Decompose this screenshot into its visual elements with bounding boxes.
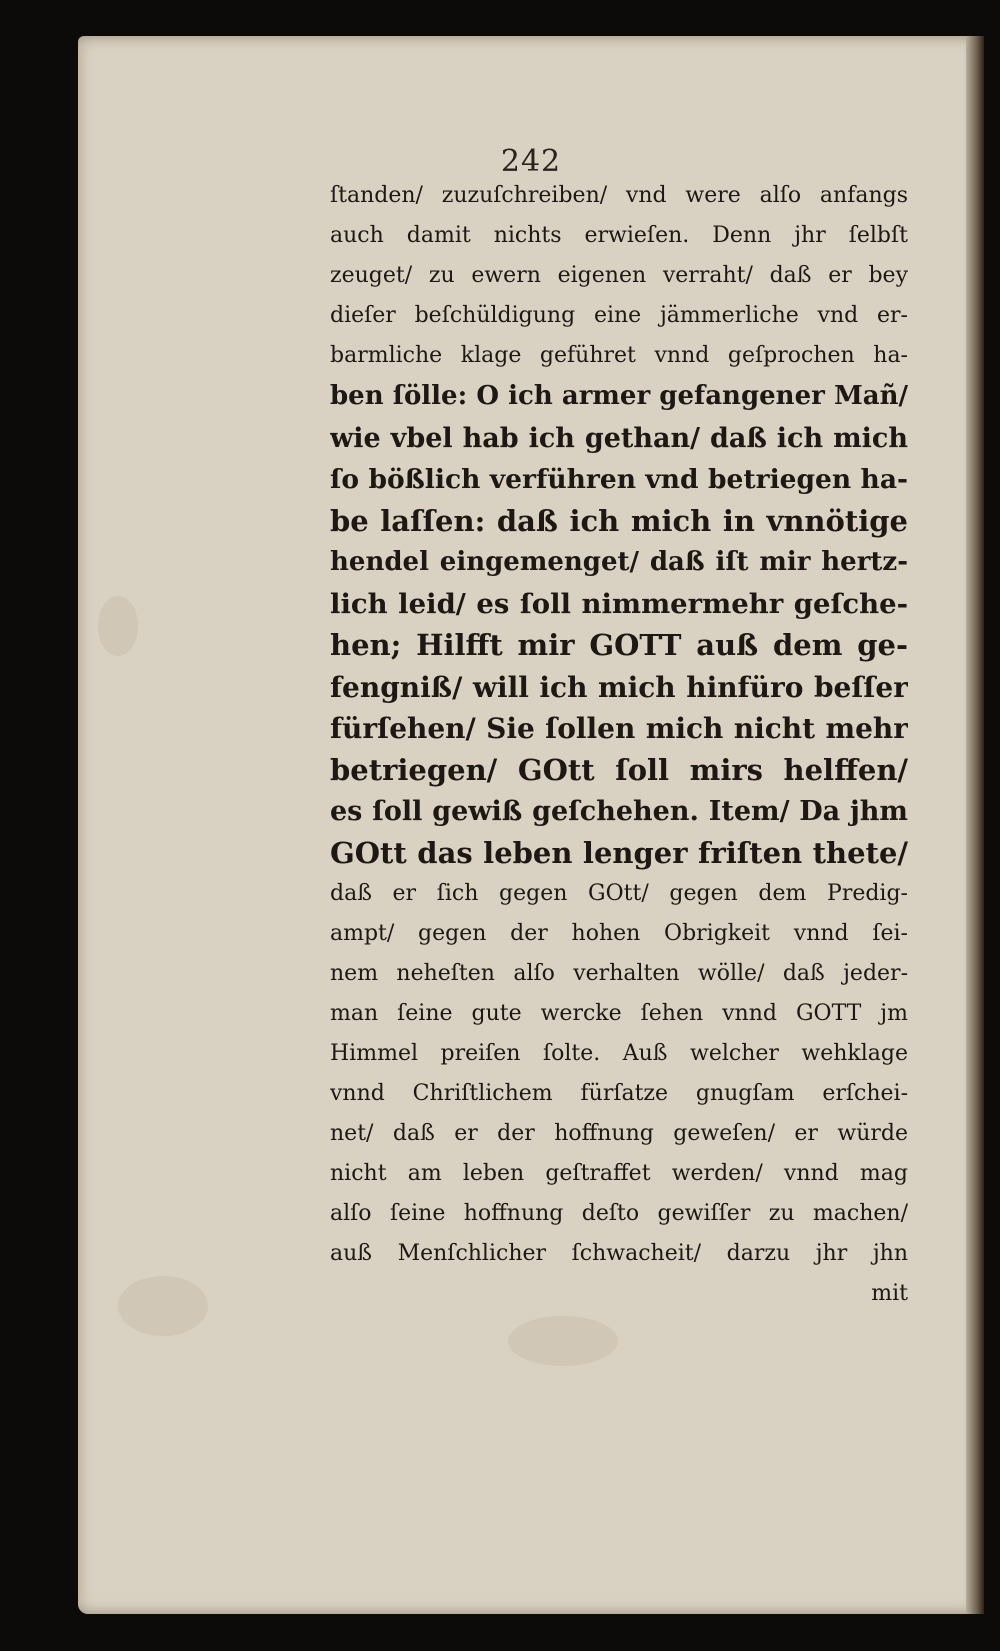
text-line: nem neheſten alſo verhalten wölle/ daß jeder- <box>330 961 908 986</box>
text-line: fengniß/ will ich mich hinfüro beſſer <box>330 670 908 704</box>
body-text <box>330 176 908 1314</box>
text-line: barmliche klage geführet vnnd geſprochen ha- <box>330 343 908 368</box>
text-line: be laſſen: daß ich mich in vnnötige <box>330 503 908 538</box>
text-line: ben ſölle: O ich armer gefangener Mañ/ <box>330 381 908 411</box>
text-line: hendel eingemenget/ daß iſt mir hertz- <box>330 547 908 577</box>
text-line: dieſer beſchüldigung eine jämmerliche vnd er- <box>330 303 908 328</box>
text-line: zeuget/ zu ewern eigenen verraht/ daß er bey <box>330 263 908 288</box>
text-line: wie vbel hab ich gethan/ daß ich mich <box>330 422 908 454</box>
text-line: GOtt das leben lenger friſten thete/ <box>330 835 908 870</box>
text-line: hen; Hilfft mir GOTT auß dem ge- <box>330 628 908 662</box>
text-line: Himmel preiſen ſolte. Auß welcher wehklage <box>330 1041 908 1066</box>
text-line: lich leid/ es ſoll nimmermehr geſche- <box>330 587 908 620</box>
catchword: mit <box>871 1281 908 1306</box>
text-line: man ſeine gute wercke ſehen vnnd GOTT jm <box>330 1001 908 1026</box>
text-line: ſtanden/ zuzuſchreiben/ vnd were alſo anfangs <box>330 183 908 208</box>
page-edge <box>966 36 984 1614</box>
text-line: vnnd Chriſtlichem fürſatze gnugſam erſchei- <box>330 1081 908 1106</box>
text-line: auch damit nichts erwieſen. Denn jhr ſelbſt <box>330 223 908 248</box>
text-line: nicht am leben geſtraffet werden/ vnnd mag <box>330 1161 908 1186</box>
text-line: auß Menſchlicher ſchwacheit/ darzu jhr jhn <box>330 1241 908 1266</box>
text-line: fürſehen/ Sie ſollen mich nicht mehr <box>330 712 908 745</box>
text-line: ampt/ gegen der hohen Obrigkeit vnnd ſei- <box>330 921 908 946</box>
page-number: 242 <box>500 144 562 179</box>
text-line: ſo bößlich verführen vnd betriegen ha- <box>330 464 908 495</box>
text-line: es ſoll gewiß geſchehen. Item/ Da jhm <box>330 796 908 827</box>
book-page <box>78 36 984 1614</box>
text-line: daß er ſich gegen GOtt/ gegen dem Predig- <box>330 881 908 906</box>
text-line: alſo ſeine hoffnung deſto gewiſſer zu machen/ <box>330 1201 908 1226</box>
text-line: betriegen/ GOtt ſoll mirs helffen/ <box>330 752 908 787</box>
text-line: net/ daß er der hoffnung geweſen/ er würde <box>330 1121 908 1146</box>
